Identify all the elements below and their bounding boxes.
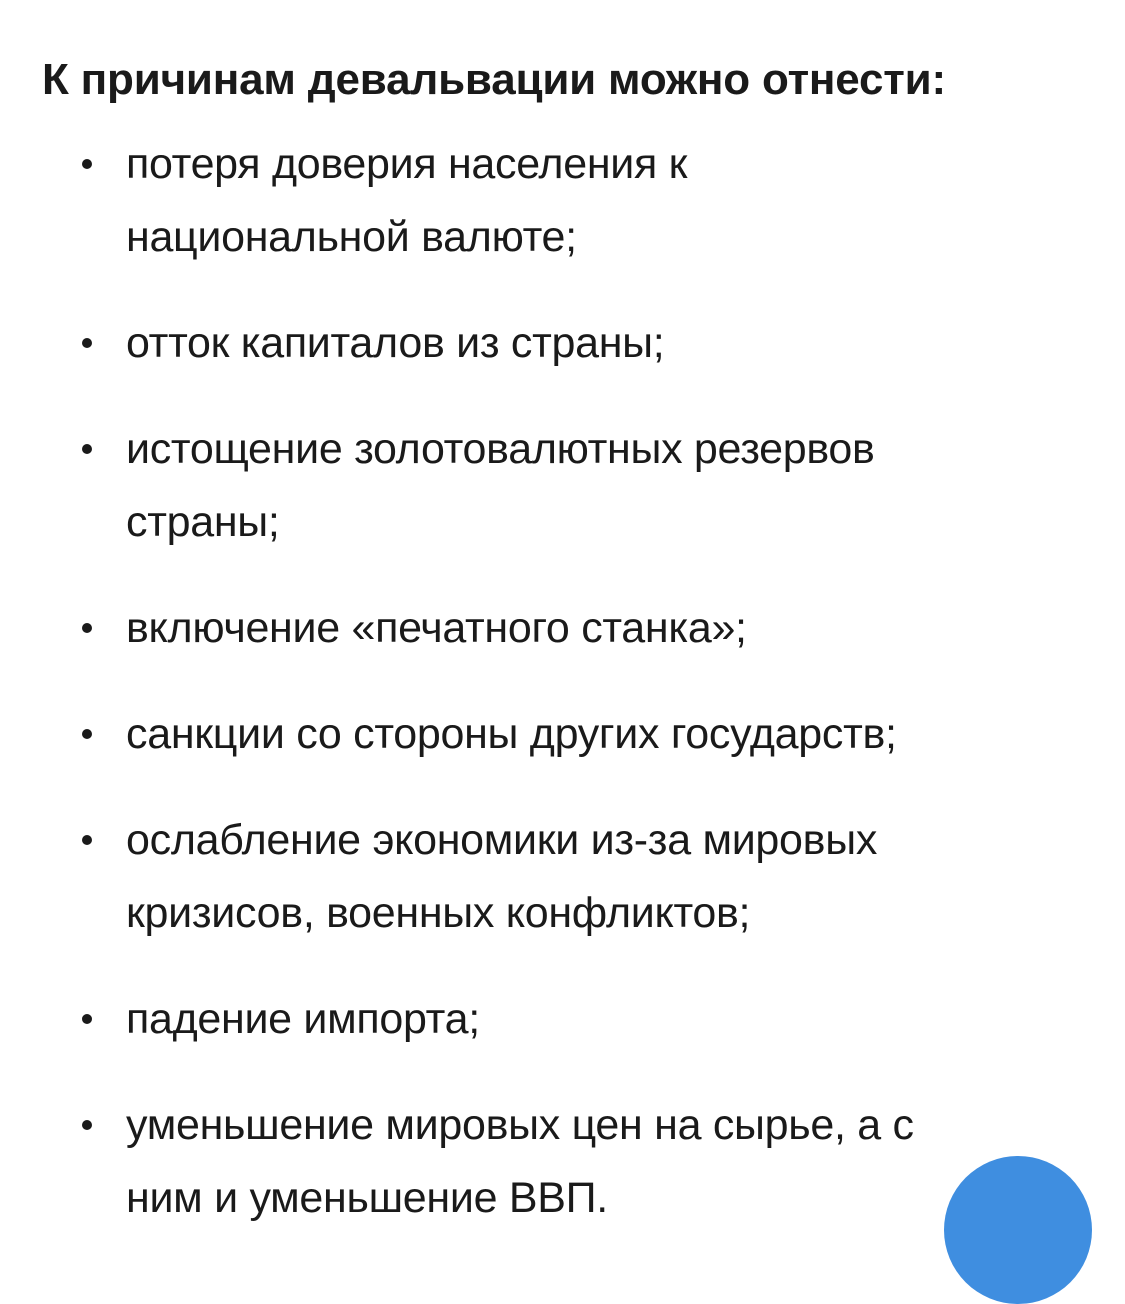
list-item-4 bbox=[0, 592, 1125, 665]
list-item-text: отток капиталов из страны; bbox=[126, 319, 665, 367]
bullet-icon bbox=[82, 444, 92, 454]
list-item-text: потеря доверия населения к национальной валюте; bbox=[126, 140, 688, 261]
bullet-icon bbox=[82, 338, 92, 348]
list-item-text: истощение золотовалютных резервов страны; bbox=[126, 425, 875, 546]
bullet-icon bbox=[82, 1014, 92, 1024]
bullet-icon bbox=[82, 1120, 92, 1130]
bullet-icon bbox=[82, 623, 92, 633]
list-item-6 bbox=[0, 804, 1125, 950]
list-item-text: санкции со стороны других государств; bbox=[126, 710, 897, 758]
list-item-3 bbox=[0, 413, 1125, 559]
bullet-icon bbox=[82, 835, 92, 845]
list-item-1 bbox=[0, 128, 1125, 274]
list-item-text: падение импорта; bbox=[126, 995, 480, 1043]
page-heading: К причинам девальвации можно отнести: bbox=[42, 55, 946, 104]
list-item-text: уменьшение мировых цен на сырье, а с ним и уменьшение ВВП. bbox=[126, 1101, 914, 1222]
list-item-5 bbox=[0, 698, 1125, 771]
list-item-text: ослабление экономики из-за мировых кризисов, военных конфликтов; bbox=[126, 816, 878, 937]
list-item-7 bbox=[0, 983, 1125, 1056]
list-item-text: включение «печатного станка»; bbox=[126, 604, 747, 652]
floating-action-button[interactable] bbox=[944, 1156, 1092, 1304]
bullet-icon bbox=[82, 729, 92, 739]
list-item-2 bbox=[0, 307, 1125, 380]
bullet-icon bbox=[82, 159, 92, 169]
reasons-list bbox=[0, 128, 1125, 1268]
